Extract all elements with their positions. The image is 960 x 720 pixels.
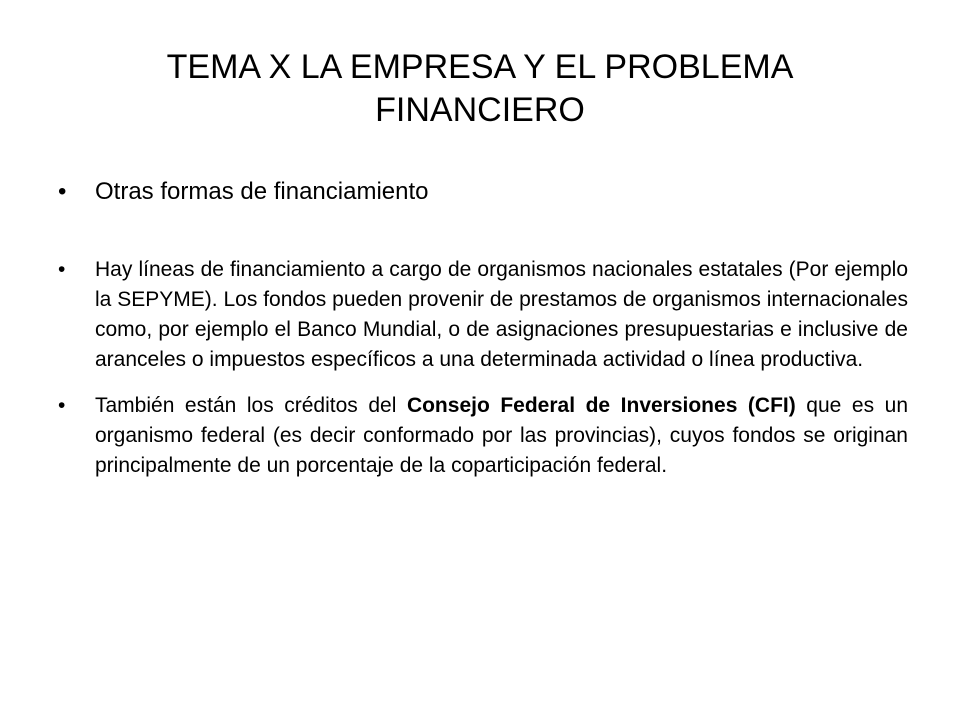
slide-title: TEMA X LA EMPRESA Y EL PROBLEMA FINANCIERO [166, 48, 794, 129]
subhead-item [58, 176, 428, 208]
subhead-text: Otras formas de financiamiento [95, 178, 429, 205]
body-list [58, 255, 908, 497]
bullet-icon: • [58, 258, 66, 281]
list-item [58, 255, 908, 375]
list-item [58, 391, 908, 481]
paragraph-financing-lines: Hay líneas de financiamiento a cargo de organismos nacionales estatales (Por ejemplo la SEPYME). Los fondos pueden provenir de prestamos de organismos internacionales como, por ejemplo el Banco Mundial, o de asignaciones presupuestarias e inclusive de aranceles o impuestos específicos a una determinada actividad o línea productiva. [95, 258, 908, 371]
paragraph-cfi-rest: que es un organismo federal (es decir conformado por las provincias), cuyos fondos se originan principalmente de un porcentaje de la coparticipación federal. [95, 394, 908, 477]
cfi-name-bold: Consejo Federal de Inversiones (CFI) [406, 394, 796, 417]
paragraph-cfi-intro: También están los créditos del [95, 394, 407, 417]
bullet-icon: • [58, 178, 67, 205]
bullet-icon: • [58, 394, 66, 417]
paragraph-cfi [95, 391, 908, 481]
